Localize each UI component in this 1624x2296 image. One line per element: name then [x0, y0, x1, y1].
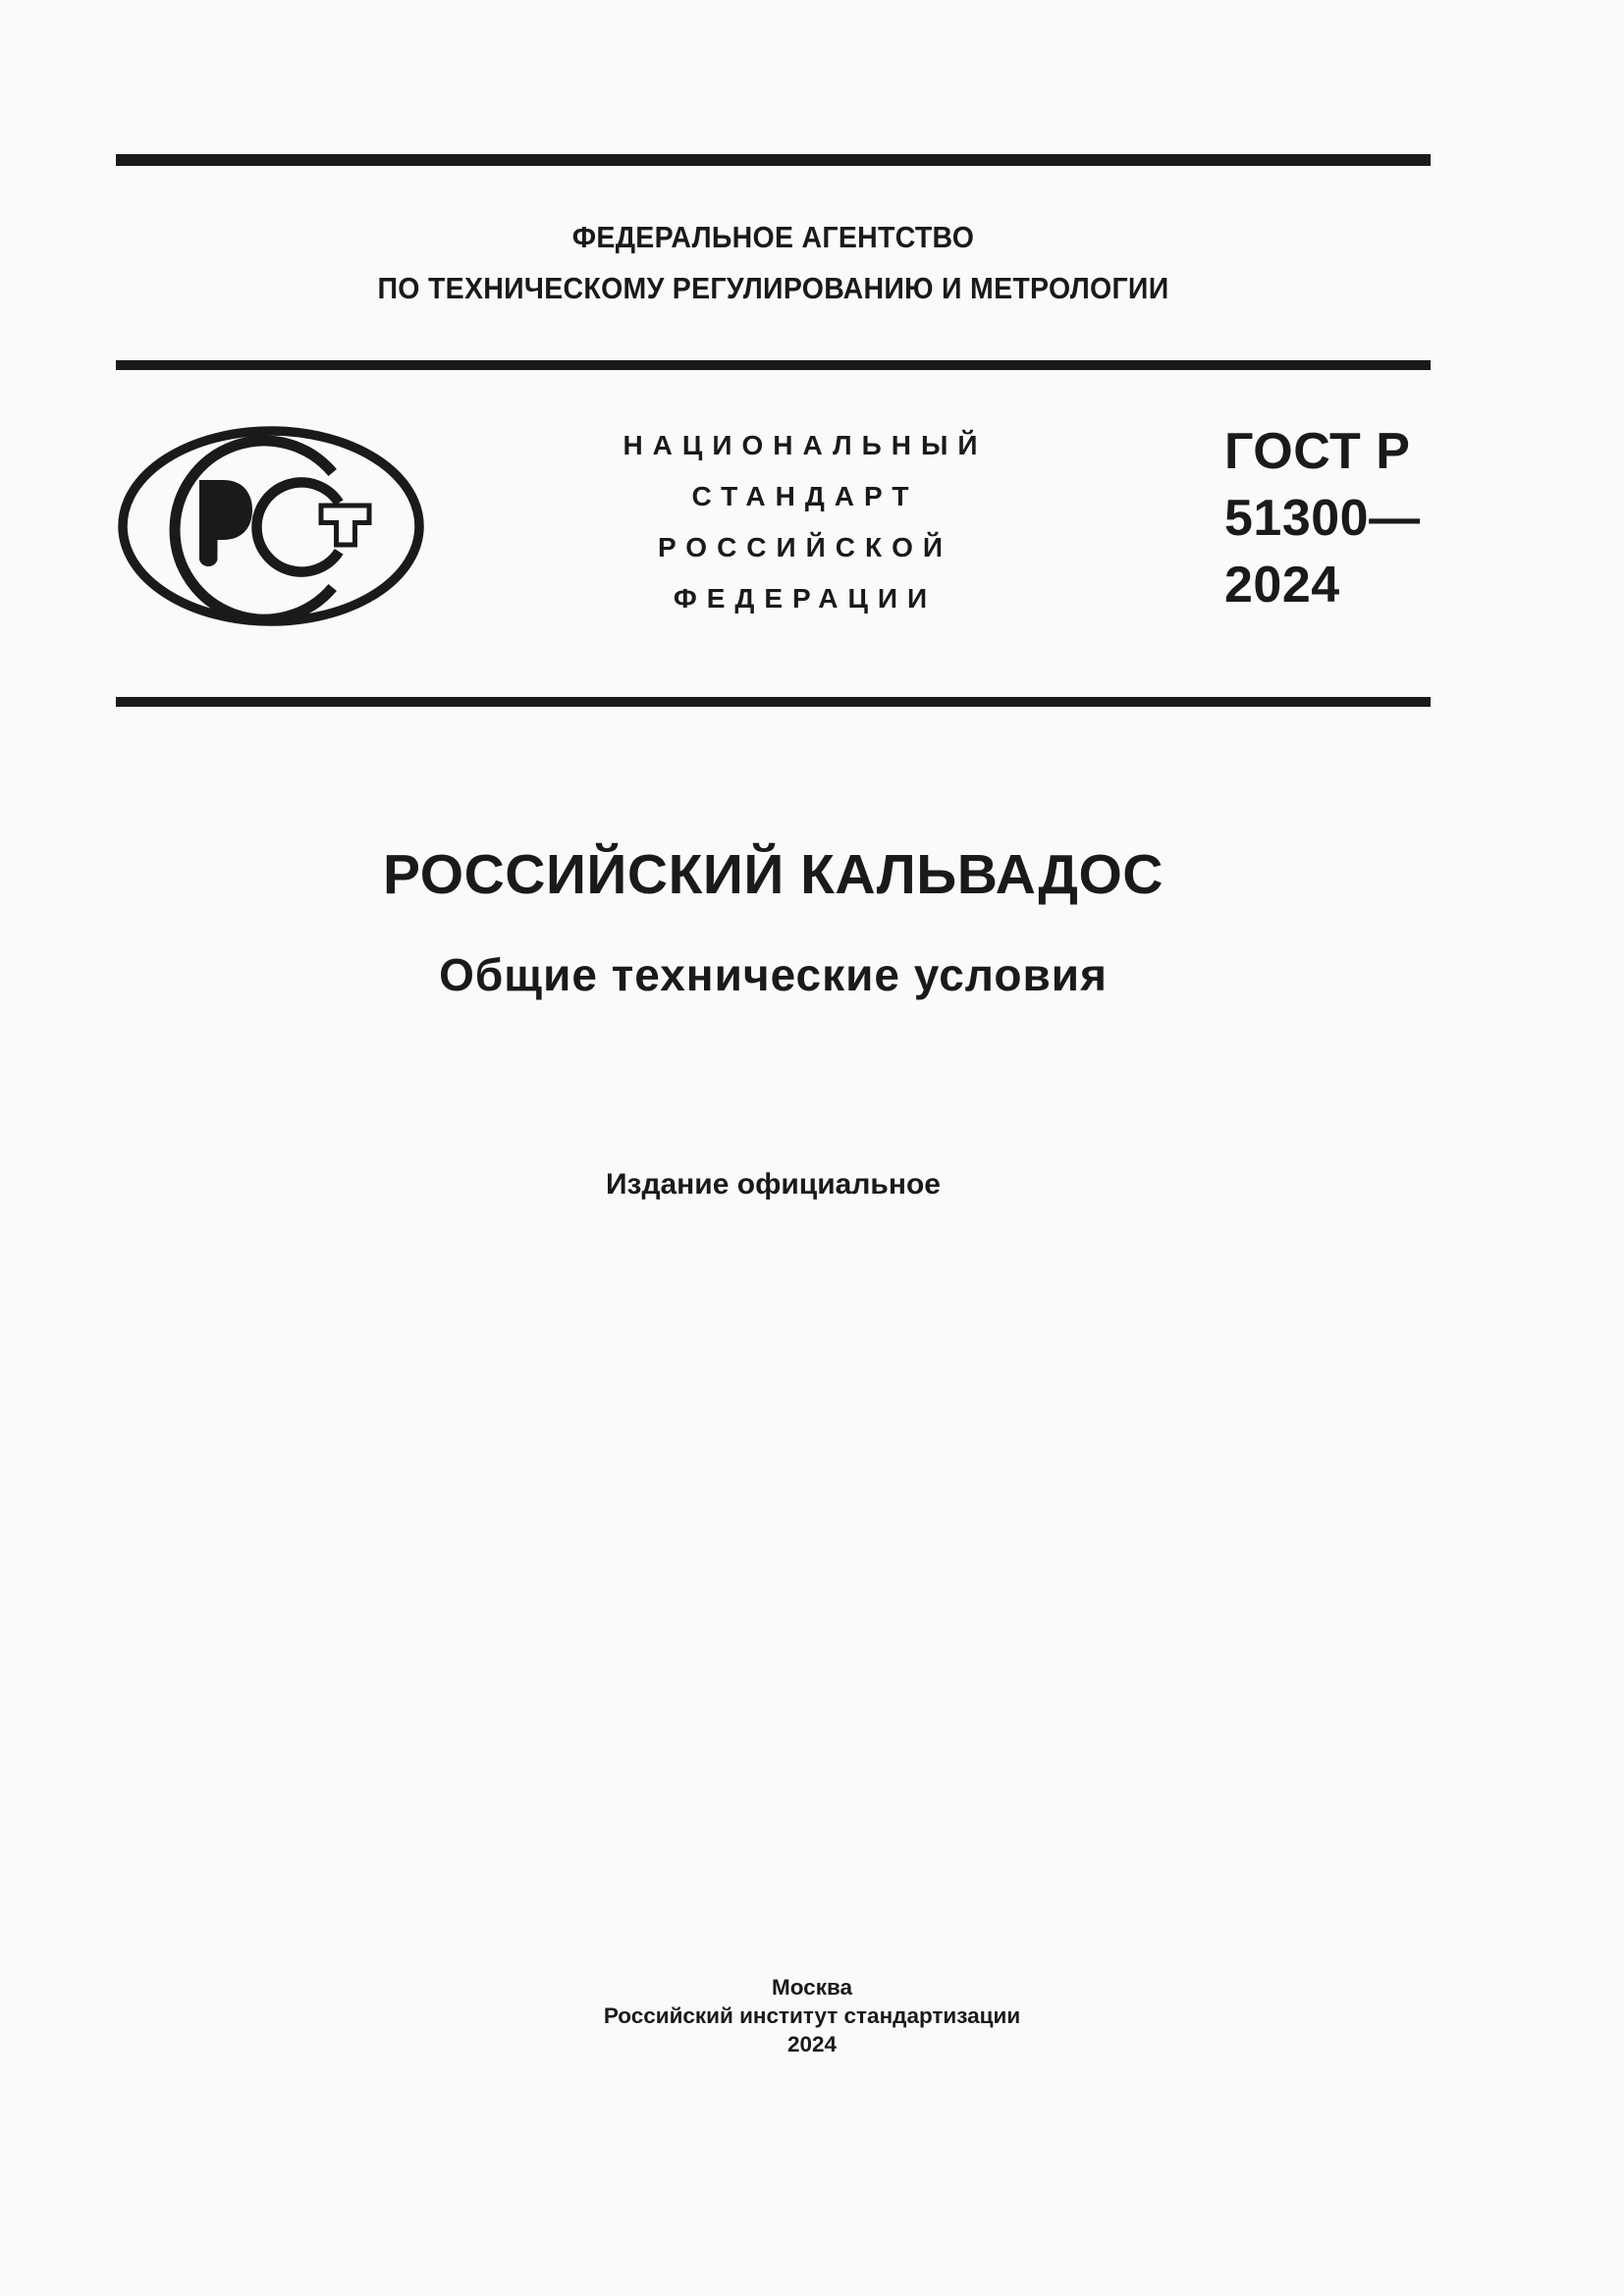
logo-letter-t-icon [321, 506, 369, 545]
document-subtitle: Общие технические условия [439, 949, 1108, 1000]
designation-line-2: 51300— [1224, 490, 1421, 547]
imprint-block [0, 1973, 1624, 2058]
edition-note: Издание официальное [605, 1168, 941, 1201]
designation-line-3: 2024 [1224, 557, 1340, 614]
national-standard-block [481, 420, 1129, 624]
standard-type-line-4: ФЕДЕРАЦИИ [673, 583, 938, 614]
top-rule [116, 154, 1431, 166]
document-title: РОССИЙСКИЙ КАЛЬВАДОС [383, 843, 1164, 906]
header-top-rule [116, 360, 1431, 370]
imprint-city: Москва [771, 1975, 852, 2000]
imprint-year: 2024 [786, 2032, 838, 2056]
logo-letter-r-icon [199, 480, 252, 566]
agency-block [169, 212, 1379, 314]
standard-type-line-2: СТАНДАРТ [691, 481, 919, 511]
imprint-publisher: Российский институт стандартизации [603, 2003, 1021, 2028]
rst-certification-mark-icon [116, 426, 426, 626]
agency-line-1: ФЕДЕРАЛЬНОЕ АГЕНТСТВО [571, 220, 975, 254]
standard-type-line-1: НАЦИОНАЛЬНЫЙ [623, 430, 988, 460]
standard-type-line-3: РОССИЙСКОЙ [658, 532, 952, 562]
header-bottom-rule [116, 697, 1431, 707]
standard-designation [1224, 418, 1421, 618]
agency-line-2: ПО ТЕХНИЧЕСКОМУ РЕГУЛИРОВАНИЮ И МЕТРОЛОГИИ [377, 271, 1169, 305]
designation-line-1: ГОСТ Р [1224, 423, 1411, 480]
logo-letter-c-small-icon [256, 482, 339, 571]
logo-ellipse [123, 431, 419, 621]
